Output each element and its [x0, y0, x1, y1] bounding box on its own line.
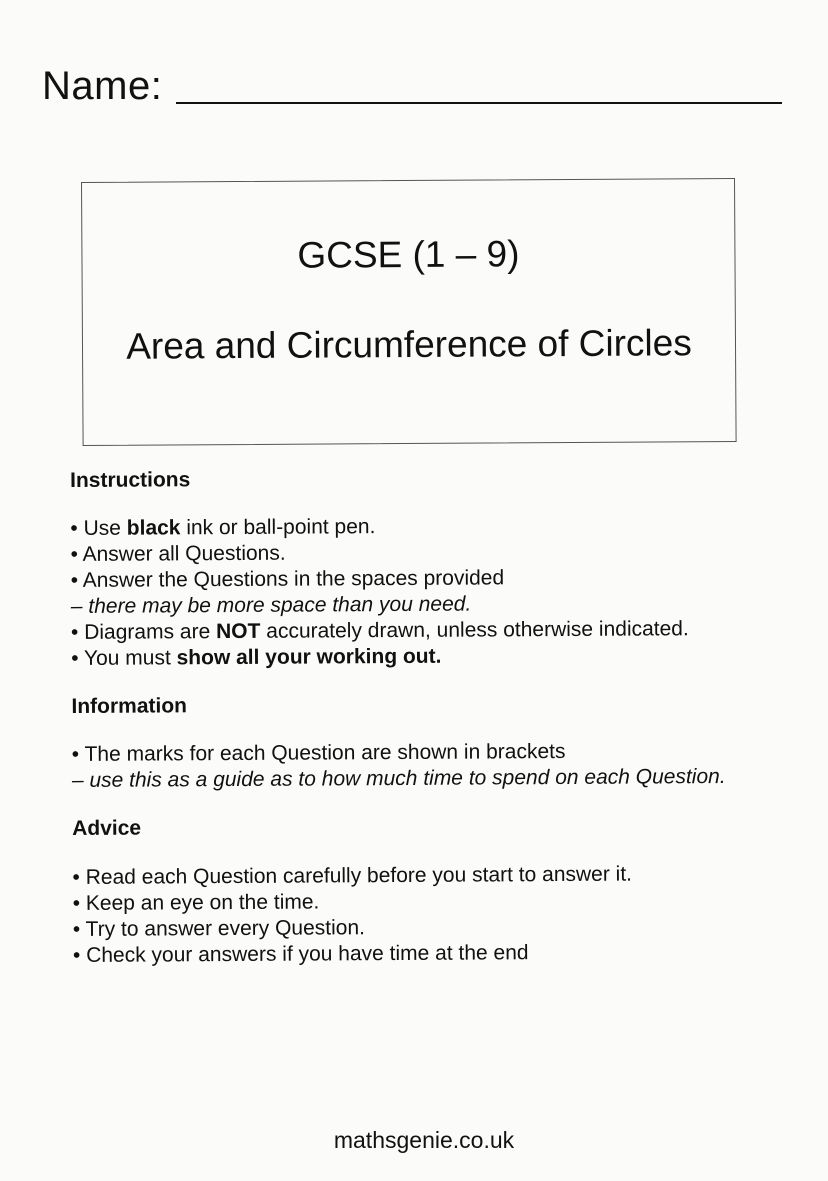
instruction-diagrams-rest: accurately drawn, unless otherwise indicated. [260, 617, 689, 643]
instruction-working [71, 641, 811, 672]
footer-website: mathsgenie.co.uk [333, 1127, 515, 1153]
instruction-diagrams-text: • Diagrams are [70, 620, 217, 644]
instruction-spaces-note: – there may be more space than you need. [70, 592, 472, 618]
information-heading: Information [71, 694, 188, 718]
instructions-section [70, 463, 811, 672]
information-marks: • The marks for each Question are shown in brackets [71, 739, 566, 766]
name-row [42, 62, 782, 110]
instruction-diagrams-emphasis: NOT [215, 619, 261, 644]
instructions-list [70, 511, 811, 672]
advice-check-answers: • Check your answers if you have time at the end [72, 941, 529, 967]
cover-content [70, 463, 813, 969]
title-box [81, 178, 737, 446]
advice-heading: Advice [72, 816, 142, 840]
advice-list [72, 860, 813, 969]
instruction-working-emphasis: show all your working out. [176, 644, 442, 670]
instruction-spaces: • Answer the Questions in the spaces provided [70, 566, 505, 592]
name-field-line[interactable] [176, 72, 782, 104]
instruction-answer-all: • Answer all Questions. [70, 541, 286, 566]
advice-read-carefully: • Read each Question carefully before you start to answer it. [72, 862, 633, 889]
information-section [71, 689, 812, 794]
instruction-working-text: • You must [71, 646, 177, 670]
topic-title: Area and Circumference of Circles [126, 322, 692, 367]
advice-watch-time: • Keep an eye on the time. [72, 890, 320, 915]
instruction-ink-rest: ink or ball-point pen. [180, 515, 376, 540]
qualification-title: GCSE (1 – 9) [297, 233, 520, 276]
instruction-ink-text: • Use [70, 516, 127, 540]
name-label: Name: [42, 64, 163, 108]
information-marks-note: – use this as a guide as to how much time to spend on each Question. [71, 765, 726, 792]
instruction-ink-emphasis: black [126, 516, 181, 540]
advice-section [72, 811, 813, 969]
advice-answer-every: • Try to answer every Question. [72, 916, 366, 941]
information-list [72, 737, 812, 794]
instructions-heading: Instructions [70, 468, 191, 492]
